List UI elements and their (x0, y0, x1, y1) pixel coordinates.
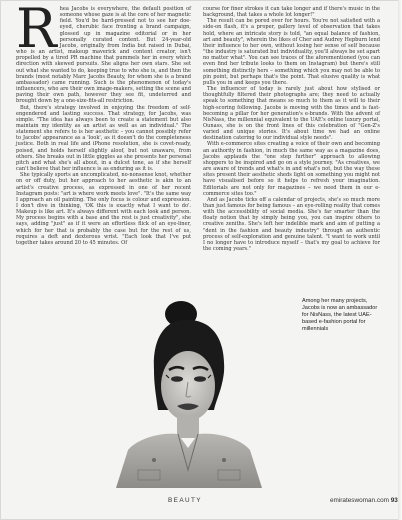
article-paragraph: course for finer strokes it can take longer and if there's music in the background, that takes a whole lot longer!" (203, 6, 380, 19)
section-label: BEAUTY (168, 497, 202, 504)
article-column-left (16, 0, 191, 246)
photo-caption: Among her many projects, Jacobs is now an ambassador for NisNass, the latest UAE-based e-fashion portal for millennials (302, 298, 378, 332)
page-edge (398, 0, 402, 520)
article-paragraph: She typically sports an uncomplicated, no-nonsense knot, whether on or off duty, but her approach to her aesthetic is akin to an artist's creative process, as expressed in one of her recent Instagram posts: "art is where work meets love". "It's the same way I approach an oil painting. The only focus is colour and expression. I don't dive in thinking, 'OK this is exactly what I want to do'. Makeup is like art. It's always different with each look and person. My process begins with a base and the rest is just creativity", she says, adding "just" as if it were an effortless flick of an eye-liner, which for her that is probably the case but for the rest of us, requires a deft and dexterous wrist. "Each look that I've put together takes around 20 to 45 minutes. Of (16, 172, 191, 246)
article-column-right (203, 6, 380, 252)
article-paragraph: With e-commerce sites creating a voice of their own and becoming an authority in fashion, in much the same way as a magazine does, Jacobs applauds the "one step further" approach to allowing shoppers to be inspired and go on a style journey. "As creatives, we are aware of trends and what's in and what's not, but the way these sites present their aesthetic sheds light on something you might not have visualised before so it helps to refresh your imagination. Editorials are not only for magazines – we need them in our e-commerce sites too." (203, 141, 380, 197)
article-paragraph: And as Jacobs ticks off a calendar of projects, she's so much more than just famous for being famous – an eye-rolling reality that comes with the accessibility of social media. She's far smarter than the floaty notion that by simply being you, you can inspire others to creative zeniths. She's left her indelible mark and aim of putting a "dent in the fashion and beauty industry" through an authentic process of self-exploration and genuine talent. "I want to work until I no longer have to introduce myself – that's my goal to achieve for the coming years." (203, 196, 380, 253)
website-label: emirateswoman.com (330, 497, 389, 504)
drop-cap: R (16, 0, 57, 60)
page-number: 93 (390, 497, 398, 504)
portrait-photo (76, 300, 338, 488)
page-footer (0, 497, 402, 509)
article-paragraph: The result can be pored over for hours. You're not satisfied with a side-on flash, it's a proper, gallery level of observation that takes hold, where an intricate story is told, "an equal balance of fashion, art and beauty", wherein the likes of Cher and Audrey Hepburn lend their influence to her own, without losing her sense of self because "the industry is saturated but individuality, you'll always be set apart no matter what". You can see traces of the aforementioned (you can even find her tribute looks to them on Instagram) but there's still something distinctly hers – something which you may not be able to pin point, but perhaps that's the point. That elusive quality is what pulls you in and keeps you there. (203, 18, 380, 86)
footer-site-and-page (330, 497, 398, 504)
article-paragraph: But, there's strategy involved in enjoying the freedom of self-engendered and lasting success. That strategy, for Jacobs, was simple. "The idea has always been to create a statement but also maintain my identity as an artist as well as an individual." The statement she refers to is her aesthetic – you cannot possibly refer to Jacobs' appearance as a 'look', as it doesn't do the completeness justice. Both in real life and iPhone resolution, she is covet-ready, poised, and holds herself slightly aloof, but not unaware, from others. She breaks out in little giggles as she presents her personal pitch and what she's all about, in a dulcet tone, as if she herself can't believe that her influence is as enduring as it is. (16, 104, 191, 173)
article-paragraph: The influencer of today is rarely just about how stylised or thoughtfully filtered their photographs are; they need to actually speak to something that means so much to them as it will to their high-scoring following. Jacobs is moving with the times and is fast-becoming a pillar for her generation's e-brands. With the advent of NisNass, the millennial equivalent to the UAE's online luxury portal, Ounass, she is on the front lines of this celebration of "Gen-Z's varied and unique stories. It's about time we had an online destination catering to our individual style needs". (203, 86, 380, 142)
paragraph-text: hea Jacobs is everywhere, the default position of someone whose gaze is at the core of her magnetic field. You'd be hard-pressed not to see her doe-eyed, cherubic face fronting a brand campaign, glossed up in magazine editorial or in her personally curated content. But 24-year-old Jacobs, originally from India but raised in Dubai, who is an artist, makeup maverick and content creator, isn't propelled by a tired PR machine that pummels her in every which direction with skewed pursuits. She aligns her own stars. She set out what she wanted to do, keeping true to who she is, and then the brands (most notably Marc Jacobs Beauty, for whom she is a brand ambassador) came running. Such is the phenomenon of today's influencers, who are their own image-makers, setting the scene and paving their own path, however they see fit, undeterred and brought down by a one-size-fits-all restriction. (16, 6, 191, 105)
article-paragraph (16, 0, 191, 105)
